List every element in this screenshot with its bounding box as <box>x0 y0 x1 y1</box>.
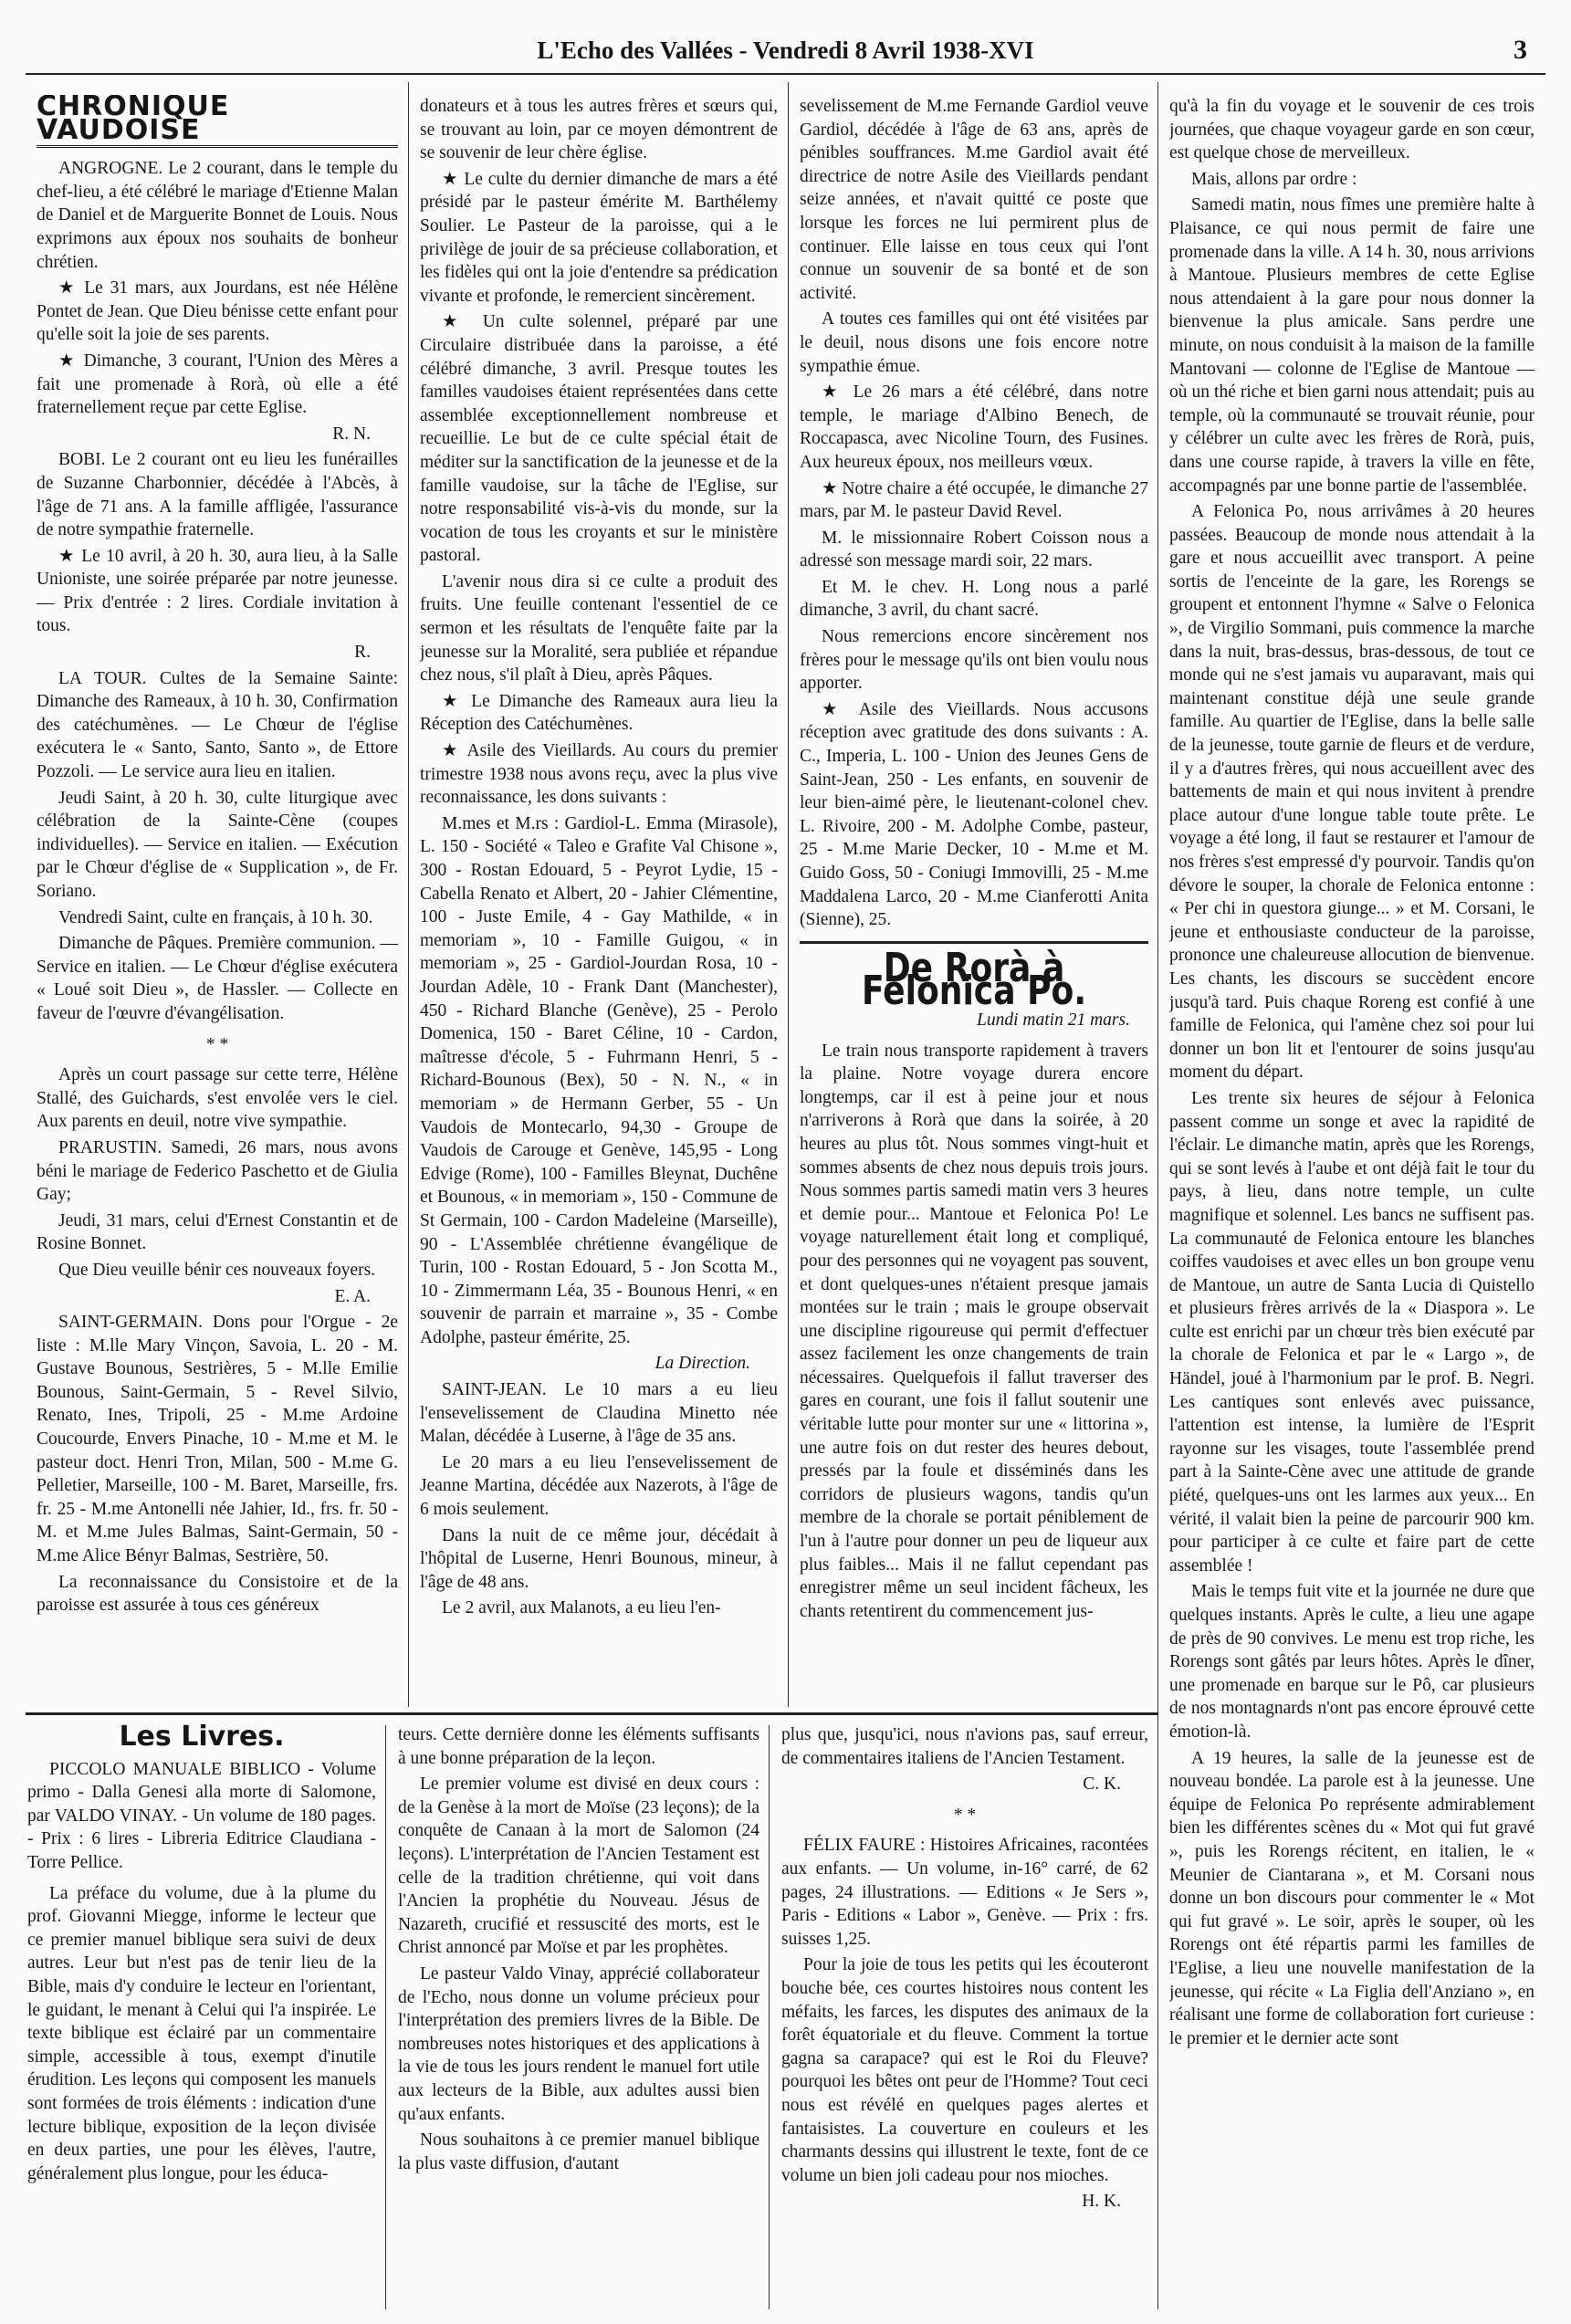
header-rule <box>26 73 1545 75</box>
separator-stars: * * <box>205 1034 229 1054</box>
paragraph: BOBI. Le 2 courant ont eu lieu les funérailles de Suzanne Charbonnier, décédée à l'Abcès, à l'âge de 71 ans. A la famille affligée, l'assurance de notre sympathie fraternelle. <box>37 450 398 540</box>
paragraph: Que Dieu veuille bénir ces nouveaux foyers. <box>58 1260 376 1280</box>
paragraph: Nous remercions encore sincèrement nos frères pour le message qu'ils ont bien voulu nous apporter. <box>800 627 1148 694</box>
paragraph: sevelissement de M.me Fernande Gardiol veuve Gardiol, décédée à l'âge de 63 ans, après de pénibles souffrances. M.me Gardiol avait été directrice de notre Asile des Vieillards pendant seize années, et n'avait quitté ce poste que lorsque les forces ne lui permirent plus de continuer. Elle laisse en tous ceux qui l'ont connue un souvenir de sa bonté et de son activité. <box>800 97 1148 303</box>
paragraph: ★ Le culte du dernier dimanche de mars a été présidé par le pasteur émérite M. Barthélemy Soulier. Le Pasteur de la paroisse, qui a le privilège de jouir de sa précieuse collaboration, et les fidèles qui ont la joie d'entendre sa prédication vivante et profonde, le remercient sincèrement. <box>420 169 778 306</box>
signature: R. <box>354 643 371 663</box>
paragraph: A Felonica Po, nous arrivâmes à 20 heures passées. Beaucoup de monde nous attendait à la gare et nous accueillit avec transport. A peine sortis de l'enceinte de la gare, les Rorengs se groupent et entonnent l'hymne « Salve o Felonica », de Virgilio Sommani, puis commence la marche dans la nuit, bras-dessus, bras-dessous, de tout ce monde qui ne s'est jamais vu auparavant, mais qui maintenant constitue déjà une seule grande famille. Au quartier de l'Eglise, dans la belle salle de la jeunesse, toute garnie de fleurs et de verdure, il y a d'autres frères, qui nous accueillent avec des battements de main et qui nous invitent à prendre place autour d'une longue table toute prête. Le voyage a été long, il faut se restaurer et l'amour de nos frères s'est empressé d'y pourvoir. Tandis qu'on dévore le souper, la chorale de Felonica entonne : « Per chi in questora giunge... » et M. Corsani, le jeune et enthousiaste conducteur de la paroisse, prononce une chaleureuse allocution de bienvenue. Les chants, les discours se succèdent encore jusqu'à tard. Puis chaque Roreng est confié à une famille de Felonica, qui l'amène chez soi pour lui donner un bon lit et l'entourer de soins jusqu'au moment du départ. <box>1169 502 1534 1083</box>
paragraph: Après un court passage sur cette terre, Hélène Stallé, des Guichards, s'est envolée vers le ciel. Aux parents en deuil, notre vive sympathie. <box>37 1065 398 1132</box>
column-rule-2 <box>788 82 789 1707</box>
paragraph: Dimanche de Pâques. Première communion. — Service en italien. — Le Chœur d'église exécutera « Loué soit Dieu », de Hassler. — Collecte en faveur de l'œuvre d'évangélisation. <box>37 934 398 1023</box>
paragraph: Le 2 avril, aux Malanots, a eu lieu l'en- <box>442 1598 721 1618</box>
paragraph: Le 20 mars a eu lieu l'ensevelissement de Jeanne Martina, décédée aux Nazerots, à l'âge de 6 mois seulement. <box>420 1452 778 1520</box>
paragraph: A 19 heures, la salle de la jeunesse est de nouveau bondée. La parole est à la jeunesse. Une équipe de Felonica Po représente admirablement bien les différentes scènes du « Mot qui fut gravé », puis les Rorengs récitent, en italien, le « Meunier de Ciantarana », et M. Corsani nous donne un bon discours pour commenter le « Mot qui fut gravé ». Le soir, après le souper, où les Rorengs ont été répartis parmi les familles de l'Eglise, a lieu une nouvelle manifestation de la jeunesse, qui récite « La Figlia dell'Anziano », en réalisant une forme de collaboration fort curieuse : le premier et le dernier acte sont <box>1169 1748 1534 2048</box>
paragraph: Nous souhaitons à ce premier manuel biblique la plus vaste diffusion, d'autant <box>398 2130 759 2173</box>
separator-stars: * * <box>953 1805 977 1825</box>
newspaper-title: L'Echo des Vallées - Vendredi 8 Avril 1938-XVI <box>537 37 1034 64</box>
livres-column-rule-1 <box>385 1725 386 2309</box>
paragraph: L'avenir nous dira si ce culte a produit des fruits. Une feuille contenant l'essentiel de ce sermon et les résultats de l'enquête faite par la jeunesse sur la Moralité, sera publiée et répandue chez nous, s'il plaît à Dieu, après Pâques. <box>420 571 778 686</box>
column-3 <box>800 95 1148 1706</box>
signature: H. K. <box>1082 2192 1121 2212</box>
livres-section-rule <box>26 1712 1157 1715</box>
book-entry: FÉLIX FAURE : Histoires Africaines, racontées aux enfants. — Un volume, in-16° carré, de 62 pages, 24 illustrations. — Editions « Je Sers », Paris - Editions « Labor », Genève. — Prix : frs. suisses 1,25. <box>781 1836 1148 1949</box>
dateline: Lundi matin 21 mars. <box>977 1010 1130 1030</box>
page-header <box>0 0 1571 66</box>
paragraph: ★ Le 10 avril, à 20 h. 30, aura lieu, à la Salle Unioniste, une soirée préparée par notre jeunesse. — Prix d'entrée : 2 lires. Cordiale invitation à tous. <box>37 546 398 636</box>
paragraph: M.mes et M.rs : Gardiol-L. Emma (Mirasole), L. 150 - Société « Taleo e Grafite Val Chisone », 300 - Rostan Edouard, 5 - Peyrot Lydie, 15 - Cabella Renato et Albert, 20 - Jahier Clémentine, 100 - Juste Emile, 4 - Gay Mathilde, « in memoriam », 10 - Famille Guigou, « in memoriam », 25 - Gardiol-Jourdan Rosa, 10 - Jourdan Adèle, 10 - Frank Dant (Manchester), 450 - Richard Blanche (Genève), 25 - Perolo Domenica, 150 - Baret Céline, 10 - Cardon, maîtresse d'école, 5 - Fuhrmann Henri, 5 - Richard-Bounous (Bex), 50 - N. N., « in memoriam » de Hermann Gerber, 55 - Un Vaudois de Montecarlo, 94,30 - Groupe de Vaudois de Carouge et Genève, 145,95 - Long Edvige (Rome), 100 - Familles Bleynat, Duchêne et Bounous, « in memoriam », 150 - Commune de St Germain, 100 - Cardon Madeleine (Marseille), 90 - L'Assemblée chrétienne évangélique de Turin, 100 - Rostan Edouard, 5 - Jon Scotta M., 10 - Zimmermann Léa, 35 - Bounous Henri, « en souvenir de parrain et marraine », 35 - Combe Adolphe, pasteur émérite, 25. <box>420 813 778 1347</box>
paragraph: ★ Asile des Vieillards. Nous accusons réception avec gratitude des dons suivants : A. C., Imperia, L. 100 - Union des Jeunes Gens de Saint-Jean, 250 - Les enfants, en souvenir de leur bien-aimé père, le lieutenant-colonel chev. L. Rivoire, 200 - M. Adolphe Combe, pasteur, 25 - M.me Marie Decker, 10 - M.me et M. Guido Goss, 50 - Coniugi Immovilli, 25 - M.me Maddalena Larco, 20 - M.me Cianferotti Anita (Sienne), 25. <box>800 699 1148 930</box>
paragraph: Jeudi, 31 mars, celui d'Ernest Constantin et de Rosine Bonnet. <box>37 1210 398 1254</box>
paragraph: Mais le temps fuit vite et la journée ne dure que quelques instants. Après le culte, a lieu une agape de près de 90 convives. Le menu est trop riche, les Rorengs sont gâtés par leurs hôtes. Après le dîner, une promenade en barque sur le Pô, car plusieurs de nos montagnards n'ont pas encore éprouvé cette émotion-là. <box>1169 1582 1534 1742</box>
paragraph: plus que, jusqu'ici, nous n'avions pas, sauf erreur, de commentaires italiens de l'Ancien Testament. <box>781 1725 1148 1768</box>
paragraph: Le train nous transporte rapidement à travers la plaine. Notre voyage durera encore longtemps, car il est à peine jour et nous n'arriverons à Rorà que dans la soirée, à 20 heures au plus tôt. Nous sommes vingt-huit et sommes absents de chez nous depuis trois jours. Nous sommes partis samedi matin vers 3 heures et demie pour... Mantoue et Felonica Po! Le voyage naturellement était long et compliqué, pour des personnes qui ne voyagent pas souvent, et dont quelques-unes n'étaient presque jamais montées sur le train ; mais le groupe observait une discipline rigoureuse qui permit d'effectuer assez facilement les onze changements de train nécessaires. Quelquefois il fallut traverser des gares en courant, une fois il fallut soutenir une véritable lutte pour monter sur une « littorina », une autre fois on dut rester des heures debout, pressés par la foule et disséminés dans les corridors de plusieurs wagons, tandis qu'un membre de la chorale se portait péniblement de l'un à l'autre pour donner un peu de liqueur aux plus faibles... Mais il ne fallut cependant pas enregistrer même un seul incident fâcheux, les chants retentirent du commencement jus- <box>800 1041 1148 1621</box>
paragraph: La préface du volume, due à la plume du prof. Giovanni Miegge, informe le lecteur que ce premier manuel biblique sera suivi de deux autres. Leur but n'est pas de tenir lieu de la Bible, mais d'y conduire le lecteur en l'orientant, le guidant, le menant à Celui qui l'a inspirée. Le texte biblique est éclairé par un commentaire simple, accessible à tous, exempt d'inutile érudition. Les leçons qui composent les manuels sont formées de trois éléments : indication d'une lecture biblique, exposition de la leçon divisée en deux parties, une pour les élèves, l'autre, généralement plus longue, pour les éduca- <box>27 1883 376 2183</box>
paragraph: A toutes ces familles qui ont été visitées par le deuil, nous disons une fois encore notre sympathie émue. <box>800 309 1148 376</box>
signature: C. K. <box>1083 1774 1121 1795</box>
livres-column-1 <box>27 1723 376 2308</box>
paragraph: ANGROGNE. Le 2 courant, dans le temple du chef-lieu, a été célébré le mariage d'Etienne Malan de Daniel et de Marguerite Bonnet de Louis. Nous exprimons aux époux nos souhaits de bonheur chrétien. <box>37 159 398 272</box>
paragraph: Vendredi Saint, culte en français, à 10 h. 30. <box>58 907 373 927</box>
livres-column-2 <box>398 1723 759 2308</box>
column-4 <box>1169 95 1534 2304</box>
paragraph: Mais, allons par ordre : <box>1191 169 1357 189</box>
column-rule-1 <box>408 82 409 1707</box>
paragraph: Dans la nuit de ce même jour, décédait à l'hôpital de Luserne, Henri Bounous, mineur, à l'âge de 48 ans. <box>420 1525 778 1592</box>
paragraph: ★ Le 26 mars a été célébré, dans notre temple, le mariage d'Albino Benech, de Roccapasca, avec Nicoline Tourn, des Fusines. Aux heureux époux, nos meilleurs vœux. <box>800 382 1148 472</box>
paragraph: SAINT-GERMAIN. Dons pour l'Orgue - 2e liste : M.lle Mary Vinçon, Savoia, L. 20 - M. Gustave Bounous, Sestrières, 5 - M.lle Emilie Bounous, Saint-Germain, 5 - Revel Silvio, Renato, Ines, Tripoli, 25 - M.me Ardoine Coucourde, Envers Pinache, 10 - M.me et M. le pasteur doct. Henri Tron, Milan, 500 - M.me G. Pelletier, Marseille, 100 - M. Baret, Marseille, frs. fr. 25 - M.me Antonelli née Jahier, Id., frs. fr. 50 - M. et M.me Jules Balmas, Saint-Germain, 50 - M.me Alice Bényr Balmas, Sestrière, 50. <box>37 1313 398 1566</box>
paragraph: PRARUSTIN. Samedi, 26 mars, nous avons béni le mariage de Federico Paschetto et de Giulia Gay; <box>37 1137 398 1205</box>
paragraph: Les trente six heures de séjour à Felonica passent comme un songe et avec la rapidité de l'éclair. Le dimanche matin, après que les Rorengs, qui se sont levés à l'aube et ont déjà fait le tour du pays, à lieu, dans notre temple, un culte magnifique et solennel. Les bancs ne suffisent pas. La communauté de Felonica entoure les blanches coiffes vaudoises et avec elles un bon groupe venu de Mantoue, un autre de Santa Lucia di Quistello et plusieurs frères arrivés de la « Diaspora ». Le culte est enrichi par un chœur très bien exécuté par la chorale de Felonica et par le « Largo », de Händel, joué à l'harmonium par le prof. B. Negri. Les cantiques sont enlevés avec puissance, l'attention est intense, la lumière de l'Esprit rayonne sur les visages, toute l'assemblée prend part à la Sainte-Cène avec une attitude de grande piété, quelques-uns ont les larmes aux yeux... En vérité, il valait bien la peine de parcourir 900 km. pour participer à ce culte et faire part de cette assemblée ! <box>1169 1088 1534 1576</box>
book-entry: PICCOLO MANUALE BIBLICO - Volume primo - Dalla Genesi alla morte di Salomone, par VALDO VINAY. - Un volume de 180 pages. - Prix : 6 lires - Libreria Editrice Claudiana - Torre Pellice. <box>27 1759 376 1872</box>
signature: E. A. <box>334 1286 371 1306</box>
paragraph: LA TOUR. Cultes de la Semaine Sainte: Dimanche des Rameaux, à 10 h. 30, Confirmation des catéchumènes. — Le Chœur de l'église exécutera le « Santo, Santo, Santo », de Ettore Pozzoli. — Le service aura lieu en italien. <box>37 668 398 782</box>
paragraph: ★ Notre chaire a été occupée, le dimanche 27 mars, par M. le pasteur David Revel. <box>800 478 1148 522</box>
paragraph: qu'à la fin du voyage et le souvenir de ces trois journées, que chaque voyageur garde en son cœur, est quelque chose de merveilleux. <box>1169 97 1534 163</box>
section-title-chronique: CHRONIQUE VAUDOISE <box>37 95 398 148</box>
paragraph: La reconnaissance du Consistoire et de la paroisse est assurée à tous ces généreux <box>37 1572 398 1616</box>
article-rule <box>800 941 1148 944</box>
paragraph: donateurs et à tous les autres frères et sœurs qui, se trouvant au loin, par ce moyen démontrent de se souvenir de leur chère église. <box>420 97 778 163</box>
livres-column-rule-2 <box>769 1725 770 2309</box>
page-number: 3 <box>1513 35 1527 65</box>
paragraph: Jeudi Saint, à 20 h. 30, culte liturgique avec célébration de la Sainte-Cène (coupes individuelles). — Service en italien. — Exécution par le Chœur d'église de « Supplication », de Fr. Soriano. <box>37 788 398 901</box>
paragraph: ★ Le 31 mars, aux Jourdans, est née Hélène Pontet de Jean. Que Dieu bénisse cette enfant pour qu'elle soit la joie de ses parents. <box>37 278 398 345</box>
paragraph: ★ Asile des Vieillards. Au cours du premier trimestre 1938 nous avons reçu, avec la plus vive reconnaissance, les dons suivants : <box>420 741 778 808</box>
signature: La Direction. <box>655 1354 750 1374</box>
section-title-rora-felonica: De Rorà à Felonica Po. <box>861 944 1087 1015</box>
paragraph: ★ Un culte solennel, préparé par une Circulaire distribuée dans la paroisse, a été célébré dimanche, 3 avril. Presque toutes les familles vaudoises étaient représentées dans cette assemblée exceptionnellement nombreuse et recueillie. Le but de ce culte spécial était de méditer sur la sanctification de la jeunesse et de la famille vaudoise, sur la tâche de l'Eglise, sur notre responsabilité vis-à-vis du monde, sur la vocation de tous les croyants et sur le ministère pastoral. <box>420 312 778 566</box>
livres-column-3 <box>781 1723 1148 2308</box>
paragraph: SAINT-JEAN. Le 10 mars a eu lieu l'ensevelissement de Claudina Minetto née Malan, décédée à Luserne, à l'âge de 35 ans. <box>420 1380 778 1447</box>
paragraph: Pour la joie de tous les petits qui les écouteront bouche bée, ces courtes histoires nous content les méfaits, les farces, les disputes des animaux de la forêt équatoriale et du fleuve. Comment la tortue gagna sa carapace? qui est le Roi du Fleuve? pourquoi les bêtes ont peur de l'Homme? Tout ceci nous est révélé en quelques pages alertes et fantaisistes. La couverture en couleurs et les charmants dessins qui illustrent le texte, font de ce volume un bien joli cadeau pour nos mioches. <box>781 1955 1148 2185</box>
paragraph: Le pasteur Valdo Vinay, apprécié collaborateur de l'Echo, nous donne un volume précieux pour l'interprétation des premiers livres de la Bible. De nombreuses notes historiques et des applications à la vie de tous les jours rendent le manuel fort utile aux lecteurs de la Bible, aux adultes aussi bien qu'aux enfants. <box>398 1963 759 2124</box>
column-chronique-vaudoise <box>37 95 398 1706</box>
section-title-livres: Les Livres. <box>119 1723 285 1753</box>
paragraph: ★ Le Dimanche des Rameaux aura lieu la Réception des Catéchumènes. <box>420 691 778 735</box>
column-2 <box>420 95 778 1706</box>
paragraph: ★ Dimanche, 3 courant, l'Union des Mères a fait une promenade à Rorà, où elle a été fraternellement reçue par cette Eglise. <box>37 351 398 418</box>
signature: R. N. <box>332 424 371 444</box>
paragraph: Et M. le chev. H. Long nous a parlé dimanche, 3 avril, du chant sacré. <box>800 577 1148 621</box>
paragraph: teurs. Cette dernière donne les éléments suffisants à une bonne préparation de la leçon. <box>398 1725 759 1768</box>
paragraph: M. le missionnaire Robert Coisson nous a adressé son message mardi soir, 22 mars. <box>800 528 1148 571</box>
paragraph: Le premier volume est divisé en deux cours : de la Genèse à la mort de Moïse (23 leçons); de la conquête de Canaan à la mort de Salomon (24 leçons). L'interprétation de l'Ancien Testament est celle de la tradition chrétienne, qui voit dans l'Ancien la prophétie du Nouveau. Jésus de Nazareth, crucifié et ressuscité des morts, est le Christ annoncé par Moïse et par les prophètes. <box>398 1774 759 1958</box>
paragraph: Samedi matin, nous fîmes une première halte à Plaisance, ce qui nous permit de faire une promenade dans la ville. A 14 h. 30, nous arrivions à Mantoue. Plusieurs membres de cette Eglise nous attendaient à la gare pour nous donner la bienvenue la plus amicale. Sans perdre une minute, on nous conduisit à la maison de la famille Mantovani — colonne de l'Eglise de Mantoue — où un thé riche et bien garni nous attendait; puis au temple, où la communauté se trouvait réunie, pour y célébrer un culte avec les frères de Rorà, puis, dans une course rapide, à travers la ville en fête, accompagnés par une bonne partie de l'assemblée. <box>1169 195 1534 496</box>
column-rule-3 <box>1157 82 1158 2309</box>
